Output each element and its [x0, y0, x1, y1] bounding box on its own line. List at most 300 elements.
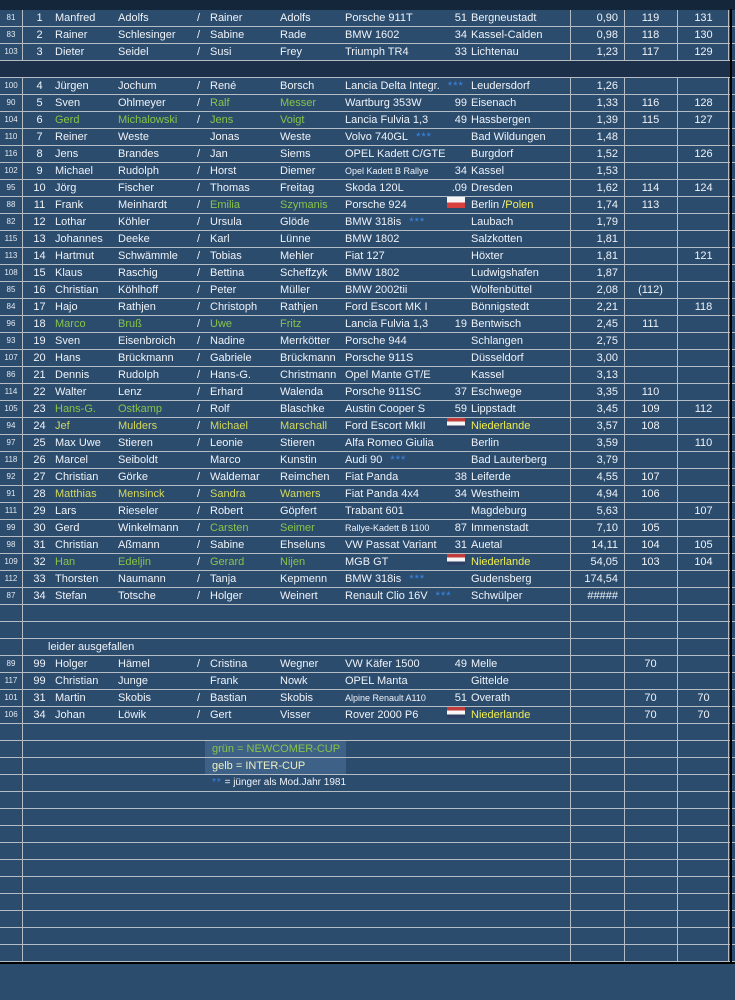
cell-codriver-first-name[interactable]: Uwe: [210, 318, 233, 330]
cell-driver-last-name[interactable]: Naumann: [118, 573, 166, 585]
cell-city[interactable]: [471, 316, 521, 332]
cell-codriver-first-name[interactable]: Rolf: [210, 403, 230, 415]
cell-city[interactable]: [471, 299, 529, 315]
cell-city[interactable]: [471, 248, 503, 264]
cell-slash[interactable]: /: [197, 267, 201, 279]
result-row[interactable]: [0, 95, 735, 112]
cell-points-1[interactable]: 118: [641, 29, 660, 41]
cell-slash[interactable]: /: [197, 352, 201, 364]
cell-start-number[interactable]: .09: [451, 182, 467, 194]
cell-codriver-last-name[interactable]: Reimchen: [280, 471, 330, 483]
cell-car[interactable]: [345, 27, 399, 43]
cell-driver-last-name[interactable]: Mulders: [118, 420, 158, 432]
cell-codriver-first-name[interactable]: Jan: [210, 148, 228, 160]
cell-car[interactable]: [345, 316, 428, 332]
cell-points-1[interactable]: 117: [641, 46, 660, 58]
cell-car[interactable]: [345, 10, 413, 26]
cell-car[interactable]: [345, 384, 421, 400]
cell-car[interactable]: [345, 214, 425, 230]
cell-driver-last-name[interactable]: Mensinck: [118, 488, 165, 500]
cell-city[interactable]: [471, 180, 513, 196]
cell-city[interactable]: [471, 350, 524, 366]
cell-score[interactable]: 0,90: [596, 12, 618, 24]
result-row[interactable]: [0, 673, 735, 690]
cell-driver-first-name[interactable]: Lars: [55, 505, 77, 517]
cell-slash[interactable]: /: [197, 573, 201, 585]
cell-slash[interactable]: /: [197, 250, 201, 262]
cell-driver-first-name[interactable]: Klaus: [55, 267, 83, 279]
cell-codriver-last-name[interactable]: Frey: [280, 46, 302, 58]
cell-position[interactable]: 31: [33, 692, 46, 704]
cell-driver-last-name[interactable]: Seiboldt: [118, 454, 158, 466]
result-row[interactable]: [0, 112, 735, 129]
cell-slash[interactable]: /: [197, 46, 201, 58]
result-row[interactable]: [0, 316, 735, 333]
cell-car[interactable]: [345, 197, 407, 213]
cell-position[interactable]: 22: [33, 386, 46, 398]
cell-position[interactable]: 9: [36, 165, 43, 177]
cell-position[interactable]: 11: [33, 199, 46, 211]
cell-position[interactable]: 99: [33, 675, 46, 687]
cell-codriver-first-name[interactable]: Leonie: [210, 437, 244, 449]
cell-entry-number[interactable]: 108: [4, 268, 18, 277]
cell-codriver-first-name[interactable]: René: [210, 80, 237, 92]
cell-points-2[interactable]: 112: [694, 403, 713, 415]
cell-points-1[interactable]: 70: [644, 658, 657, 670]
cell-slash[interactable]: /: [197, 437, 201, 449]
cell-driver-first-name[interactable]: Hartmut: [55, 250, 95, 262]
cell-score[interactable]: 54,05: [590, 556, 618, 568]
cell-points-1[interactable]: 119: [641, 12, 660, 24]
cell-position[interactable]: 10: [33, 182, 46, 194]
cell-codriver-last-name[interactable]: Siems: [280, 148, 311, 160]
cell-slash[interactable]: /: [197, 369, 201, 381]
cell-city[interactable]: [471, 384, 522, 400]
cell-car[interactable]: [345, 656, 420, 672]
result-row[interactable]: [0, 10, 735, 27]
cell-codriver-last-name[interactable]: Borsch: [280, 80, 315, 92]
cell-points-1[interactable]: 105: [641, 522, 660, 534]
cell-slash[interactable]: /: [197, 318, 201, 330]
cell-start-number[interactable]: 87: [454, 522, 467, 534]
cell-score[interactable]: 4,94: [596, 488, 618, 500]
cell-driver-last-name[interactable]: Michalowski: [118, 114, 178, 126]
cell-codriver-last-name[interactable]: Diemer: [280, 165, 316, 177]
cell-start-number[interactable]: 99: [454, 97, 467, 109]
cell-slash[interactable]: /: [197, 505, 201, 517]
cell-start-number[interactable]: 59: [454, 403, 467, 415]
cell-position[interactable]: 29: [33, 505, 46, 517]
cell-entry-number[interactable]: 98: [6, 540, 16, 549]
result-row[interactable]: [0, 350, 735, 367]
cell-car[interactable]: [345, 248, 385, 264]
cell-entry-number[interactable]: 101: [4, 693, 18, 702]
cell-car[interactable]: [345, 282, 407, 298]
cell-position[interactable]: 3: [36, 46, 43, 58]
cell-car[interactable]: [345, 44, 409, 60]
cell-codriver-last-name[interactable]: Weste: [280, 131, 311, 143]
cell-driver-last-name[interactable]: Skobis: [118, 692, 152, 704]
cell-position[interactable]: 26: [33, 454, 46, 466]
cell-codriver-first-name[interactable]: Hans-G.: [210, 369, 251, 381]
cell-score[interactable]: 3,59: [596, 437, 618, 449]
cell-codriver-first-name[interactable]: Gerard: [210, 556, 245, 568]
cell-position[interactable]: 27: [33, 471, 46, 483]
cell-score[interactable]: 1,26: [596, 80, 618, 92]
cell-city[interactable]: [471, 231, 522, 247]
cell-points-2[interactable]: 129: [694, 46, 713, 58]
cell-position[interactable]: 25: [33, 437, 46, 449]
cell-codriver-last-name[interactable]: Blaschke: [280, 403, 325, 415]
cell-city[interactable]: [471, 673, 509, 689]
cell-driver-last-name[interactable]: Ostkamp: [118, 403, 163, 415]
cell-driver-last-name[interactable]: Ohlmeyer: [118, 97, 166, 109]
result-row[interactable]: [0, 690, 735, 707]
cell-entry-number[interactable]: 96: [6, 319, 16, 328]
cell-driver-first-name[interactable]: Rainer: [55, 29, 88, 41]
cell-entry-number[interactable]: 85: [6, 285, 16, 294]
cell-slash[interactable]: /: [197, 692, 201, 704]
cell-slash[interactable]: /: [197, 182, 201, 194]
cell-codriver-first-name[interactable]: Sabine: [210, 29, 245, 41]
cell-points-2[interactable]: 107: [694, 505, 713, 517]
cell-entry-number[interactable]: 87: [6, 591, 16, 600]
cell-codriver-last-name[interactable]: Glöde: [280, 216, 310, 228]
cell-city[interactable]: [471, 282, 532, 298]
cell-driver-last-name[interactable]: Adolfs: [118, 12, 149, 24]
cell-codriver-first-name[interactable]: Christoph: [210, 301, 258, 313]
cell-codriver-first-name[interactable]: Sandra: [210, 488, 246, 500]
cell-points-1[interactable]: 70: [644, 709, 657, 721]
cell-slash[interactable]: /: [197, 590, 201, 602]
result-row[interactable]: [0, 265, 735, 282]
cell-city[interactable]: [471, 707, 530, 723]
cell-car[interactable]: [345, 129, 432, 145]
result-row[interactable]: [0, 571, 735, 588]
cell-city[interactable]: [471, 333, 523, 349]
cell-position[interactable]: 4: [36, 80, 43, 92]
cell-driver-first-name[interactable]: Lothar: [55, 216, 87, 228]
cell-codriver-last-name[interactable]: Stieren: [280, 437, 315, 449]
cell-codriver-last-name[interactable]: Kunstin: [280, 454, 317, 466]
cell-entry-number[interactable]: 97: [6, 438, 16, 447]
cell-city[interactable]: [471, 418, 530, 434]
result-row[interactable]: [0, 282, 735, 299]
cell-car[interactable]: [345, 350, 413, 366]
cell-car[interactable]: [345, 180, 404, 196]
cell-city[interactable]: [471, 95, 516, 111]
cell-position[interactable]: 2: [36, 29, 43, 41]
cell-codriver-last-name[interactable]: Brückmann: [280, 352, 336, 364]
cell-city[interactable]: [471, 486, 520, 502]
cell-position[interactable]: 13: [33, 233, 46, 245]
cell-points-1[interactable]: 113: [641, 199, 660, 211]
cell-position[interactable]: 16: [33, 284, 46, 296]
legend-green-text[interactable]: grün = NEWCOMER-CUP: [212, 743, 341, 755]
result-row[interactable]: [0, 469, 735, 486]
cell-car[interactable]: [345, 520, 429, 536]
cell-driver-first-name[interactable]: Gerd: [55, 522, 80, 534]
cell-driver-last-name[interactable]: Fischer: [118, 182, 155, 194]
cell-codriver-last-name[interactable]: Seimer: [280, 522, 315, 534]
cell-codriver-last-name[interactable]: Scheffzyk: [280, 267, 328, 279]
cell-codriver-last-name[interactable]: Adolfs: [280, 12, 311, 24]
cell-score[interactable]: 1,33: [596, 97, 618, 109]
cell-position[interactable]: 99: [33, 658, 46, 670]
cell-driver-last-name[interactable]: Lenz: [118, 386, 142, 398]
cell-car[interactable]: [345, 333, 407, 349]
cell-car[interactable]: [345, 78, 464, 94]
cell-position[interactable]: 28: [33, 488, 46, 500]
cell-score[interactable]: 0,98: [596, 29, 618, 41]
cell-city[interactable]: [471, 367, 504, 383]
cell-score[interactable]: 174,54: [584, 573, 618, 585]
cell-driver-first-name[interactable]: Frank: [55, 199, 84, 211]
cell-driver-last-name[interactable]: Köhlhoff: [118, 284, 159, 296]
cell-entry-number[interactable]: 90: [6, 98, 16, 107]
cell-driver-first-name[interactable]: Marco: [55, 318, 86, 330]
cell-start-number[interactable]: 37: [454, 386, 467, 398]
cell-codriver-first-name[interactable]: Gert: [210, 709, 232, 721]
cell-codriver-first-name[interactable]: Waldemar: [210, 471, 260, 483]
cell-driver-first-name[interactable]: Stefan: [55, 590, 87, 602]
cell-entry-number[interactable]: 116: [4, 149, 18, 158]
cell-codriver-first-name[interactable]: Bettina: [210, 267, 245, 279]
cell-city[interactable]: [471, 265, 539, 281]
cell-slash[interactable]: /: [197, 522, 201, 534]
cell-codriver-first-name[interactable]: Ralf: [210, 97, 230, 109]
result-row[interactable]: [0, 27, 735, 44]
result-row[interactable]: [0, 503, 735, 520]
cell-position[interactable]: 24: [33, 420, 46, 432]
cell-codriver-first-name[interactable]: Nadine: [210, 335, 245, 347]
cell-car[interactable]: [345, 435, 434, 451]
cell-codriver-last-name[interactable]: Christmann: [280, 369, 337, 381]
cell-score[interactable]: #####: [587, 590, 618, 602]
cell-car[interactable]: [345, 554, 388, 570]
cell-driver-first-name[interactable]: Reiner: [55, 131, 88, 143]
cell-driver-first-name[interactable]: Gerd: [55, 114, 80, 126]
cell-codriver-last-name[interactable]: Lünne: [280, 233, 311, 245]
cell-slash[interactable]: /: [197, 165, 201, 177]
cell-entry-number[interactable]: 83: [6, 30, 16, 39]
cell-position[interactable]: 6: [36, 114, 43, 126]
cell-driver-last-name[interactable]: Winkelmann: [118, 522, 179, 534]
cell-codriver-first-name[interactable]: Erhard: [210, 386, 244, 398]
cell-score[interactable]: 1,39: [596, 114, 618, 126]
cell-slash[interactable]: /: [197, 80, 201, 92]
cell-car[interactable]: [345, 95, 422, 111]
cell-start-number[interactable]: 34: [454, 165, 467, 177]
cell-codriver-first-name[interactable]: Ursula: [210, 216, 242, 228]
cell-city[interactable]: [471, 129, 546, 145]
result-row[interactable]: [0, 197, 735, 214]
cell-car[interactable]: [345, 265, 399, 281]
cell-codriver-first-name[interactable]: Peter: [210, 284, 237, 296]
cell-entry-number[interactable]: 91: [6, 489, 16, 498]
cell-position[interactable]: 21: [33, 369, 46, 381]
cell-driver-first-name[interactable]: Christian: [55, 471, 99, 483]
cell-codriver-first-name[interactable]: Robert: [210, 505, 244, 517]
cell-codriver-last-name[interactable]: Müller: [280, 284, 310, 296]
cell-codriver-first-name[interactable]: Bastian: [210, 692, 247, 704]
cell-driver-last-name[interactable]: Edeljin: [118, 556, 152, 568]
cell-codriver-last-name[interactable]: Kepmenn: [280, 573, 328, 585]
cell-driver-last-name[interactable]: Brückmann: [118, 352, 174, 364]
cell-entry-number[interactable]: 89: [6, 659, 16, 668]
cell-driver-first-name[interactable]: Walter: [55, 386, 87, 398]
cell-position[interactable]: 15: [33, 267, 46, 279]
cell-entry-number[interactable]: 118: [4, 455, 18, 464]
result-row[interactable]: [0, 384, 735, 401]
cell-driver-last-name[interactable]: Stieren: [118, 437, 153, 449]
cell-city[interactable]: [471, 656, 497, 672]
cell-score[interactable]: 1,48: [596, 131, 618, 143]
cell-position[interactable]: 18: [33, 318, 46, 330]
cell-driver-first-name[interactable]: Dennis: [55, 369, 90, 381]
cell-start-number[interactable]: 31: [454, 539, 467, 551]
cell-entry-number[interactable]: 88: [6, 200, 16, 209]
cell-points-1[interactable]: 114: [641, 182, 660, 194]
cell-points-1[interactable]: 107: [641, 471, 660, 483]
cell-codriver-last-name[interactable]: Freitag: [280, 182, 315, 194]
cell-city[interactable]: [471, 197, 533, 213]
cell-driver-first-name[interactable]: Marcel: [55, 454, 89, 466]
cell-driver-last-name[interactable]: Aßmann: [118, 539, 160, 551]
cell-score[interactable]: 3,13: [596, 369, 618, 381]
cell-codriver-last-name[interactable]: Rathjen: [280, 301, 318, 313]
cell-points-1[interactable]: 115: [641, 114, 660, 126]
cell-slash[interactable]: /: [197, 97, 201, 109]
cell-score[interactable]: 3,00: [596, 352, 618, 364]
result-row[interactable]: [0, 520, 735, 537]
cell-codriver-last-name[interactable]: Wamers: [280, 488, 321, 500]
cell-score[interactable]: 14,11: [591, 539, 618, 551]
cell-points-1[interactable]: 109: [641, 403, 660, 415]
cell-codriver-last-name[interactable]: Rade: [280, 29, 307, 41]
result-row[interactable]: [0, 435, 735, 452]
cell-entry-number[interactable]: 84: [6, 302, 16, 311]
cell-slash[interactable]: /: [197, 29, 201, 41]
cell-position[interactable]: 14: [33, 250, 46, 262]
cell-slash[interactable]: /: [197, 216, 201, 228]
cell-car[interactable]: [345, 503, 404, 519]
cell-driver-last-name[interactable]: Weste: [118, 131, 149, 143]
cell-entry-number[interactable]: 105: [4, 404, 18, 413]
cell-start-number[interactable]: 33: [454, 46, 467, 58]
result-row[interactable]: [0, 588, 735, 605]
cell-score[interactable]: 1,52: [596, 148, 618, 160]
cell-start-number[interactable]: 51: [454, 692, 467, 704]
cell-points-1[interactable]: 111: [642, 318, 659, 330]
cell-driver-first-name[interactable]: Holger: [55, 658, 88, 670]
cell-points-1[interactable]: (112): [638, 284, 663, 296]
cell-driver-last-name[interactable]: Jochum: [118, 80, 157, 92]
cell-position[interactable]: 30: [33, 522, 46, 534]
cell-points-1[interactable]: 70: [644, 692, 657, 704]
cell-driver-last-name[interactable]: Rudolph: [118, 369, 159, 381]
cell-driver-first-name[interactable]: Christian: [55, 675, 99, 687]
cell-points-2[interactable]: 128: [694, 97, 713, 109]
cell-codriver-first-name[interactable]: Sabine: [210, 539, 245, 551]
cell-slash[interactable]: /: [197, 335, 201, 347]
result-row[interactable]: [0, 486, 735, 503]
cell-position[interactable]: 1: [36, 12, 43, 24]
cell-score[interactable]: 1,62: [596, 182, 618, 194]
cell-codriver-last-name[interactable]: Szymanis: [280, 199, 328, 211]
cell-codriver-last-name[interactable]: Mehler: [280, 250, 314, 262]
cell-score[interactable]: 1,53: [596, 165, 618, 177]
cell-slash[interactable]: /: [197, 539, 201, 551]
result-row[interactable]: [0, 367, 735, 384]
cell-slash[interactable]: /: [197, 12, 201, 24]
cell-car[interactable]: [345, 486, 419, 502]
cell-car[interactable]: [345, 469, 398, 485]
cell-score[interactable]: 1,81: [596, 233, 618, 245]
result-row[interactable]: [0, 248, 735, 265]
cell-start-number[interactable]: 38: [454, 471, 467, 483]
cell-points-1[interactable]: 116: [641, 97, 660, 109]
cell-driver-first-name[interactable]: Hajo: [55, 301, 78, 313]
cell-position[interactable]: 8: [36, 148, 43, 160]
cell-driver-first-name[interactable]: Jef: [55, 420, 70, 432]
cell-driver-last-name[interactable]: Raschig: [118, 267, 158, 279]
cell-slash[interactable]: /: [197, 233, 201, 245]
cell-points-2[interactable]: 110: [694, 437, 713, 449]
cell-codriver-first-name[interactable]: Horst: [210, 165, 237, 177]
cell-entry-number[interactable]: 93: [6, 336, 16, 345]
cell-entry-number[interactable]: 112: [4, 574, 18, 583]
cell-codriver-last-name[interactable]: Göpfert: [280, 505, 317, 517]
result-row[interactable]: [0, 78, 735, 95]
cell-city[interactable]: [471, 146, 513, 162]
cell-position[interactable]: 31: [33, 539, 46, 551]
cell-driver-last-name[interactable]: Brandes: [118, 148, 159, 160]
cell-codriver-first-name[interactable]: Gabriele: [210, 352, 252, 364]
cell-driver-first-name[interactable]: Michael: [55, 165, 93, 177]
cell-car[interactable]: [345, 571, 425, 587]
cell-driver-first-name[interactable]: Hans-G.: [55, 403, 96, 415]
cell-position[interactable]: 34: [33, 590, 46, 602]
cell-slash[interactable]: /: [197, 284, 201, 296]
cell-driver-first-name[interactable]: Christian: [55, 284, 99, 296]
cell-points-2[interactable]: 124: [694, 182, 713, 194]
cell-score[interactable]: 1,79: [596, 216, 618, 228]
cell-codriver-last-name[interactable]: Wegner: [280, 658, 319, 670]
cell-score[interactable]: 2,21: [596, 301, 618, 313]
cell-position[interactable]: 23: [33, 403, 46, 415]
cell-driver-first-name[interactable]: Jens: [55, 148, 79, 160]
cell-score[interactable]: 3,57: [596, 420, 618, 432]
cell-codriver-last-name[interactable]: Nowk: [280, 675, 308, 687]
legend-yellow-text[interactable]: gelb = INTER-CUP: [212, 760, 306, 772]
cell-driver-first-name[interactable]: Han: [55, 556, 76, 568]
dropout-label[interactable]: leider ausgefallen: [48, 641, 135, 653]
cell-points-1[interactable]: 103: [641, 556, 660, 568]
cell-city[interactable]: [471, 44, 519, 60]
cell-score[interactable]: 1,23: [596, 46, 618, 58]
cell-driver-first-name[interactable]: Johannes: [55, 233, 103, 245]
cell-car[interactable]: [345, 231, 399, 247]
cell-driver-first-name[interactable]: Johan: [55, 709, 85, 721]
cell-codriver-first-name[interactable]: Michael: [210, 420, 248, 432]
cell-city[interactable]: [471, 163, 504, 179]
cell-codriver-first-name[interactable]: Susi: [210, 46, 232, 58]
cell-entry-number[interactable]: 86: [6, 370, 16, 379]
cell-codriver-last-name[interactable]: Nijen: [280, 556, 306, 568]
cell-score[interactable]: 1,74: [596, 199, 618, 211]
cell-car[interactable]: [345, 146, 445, 162]
